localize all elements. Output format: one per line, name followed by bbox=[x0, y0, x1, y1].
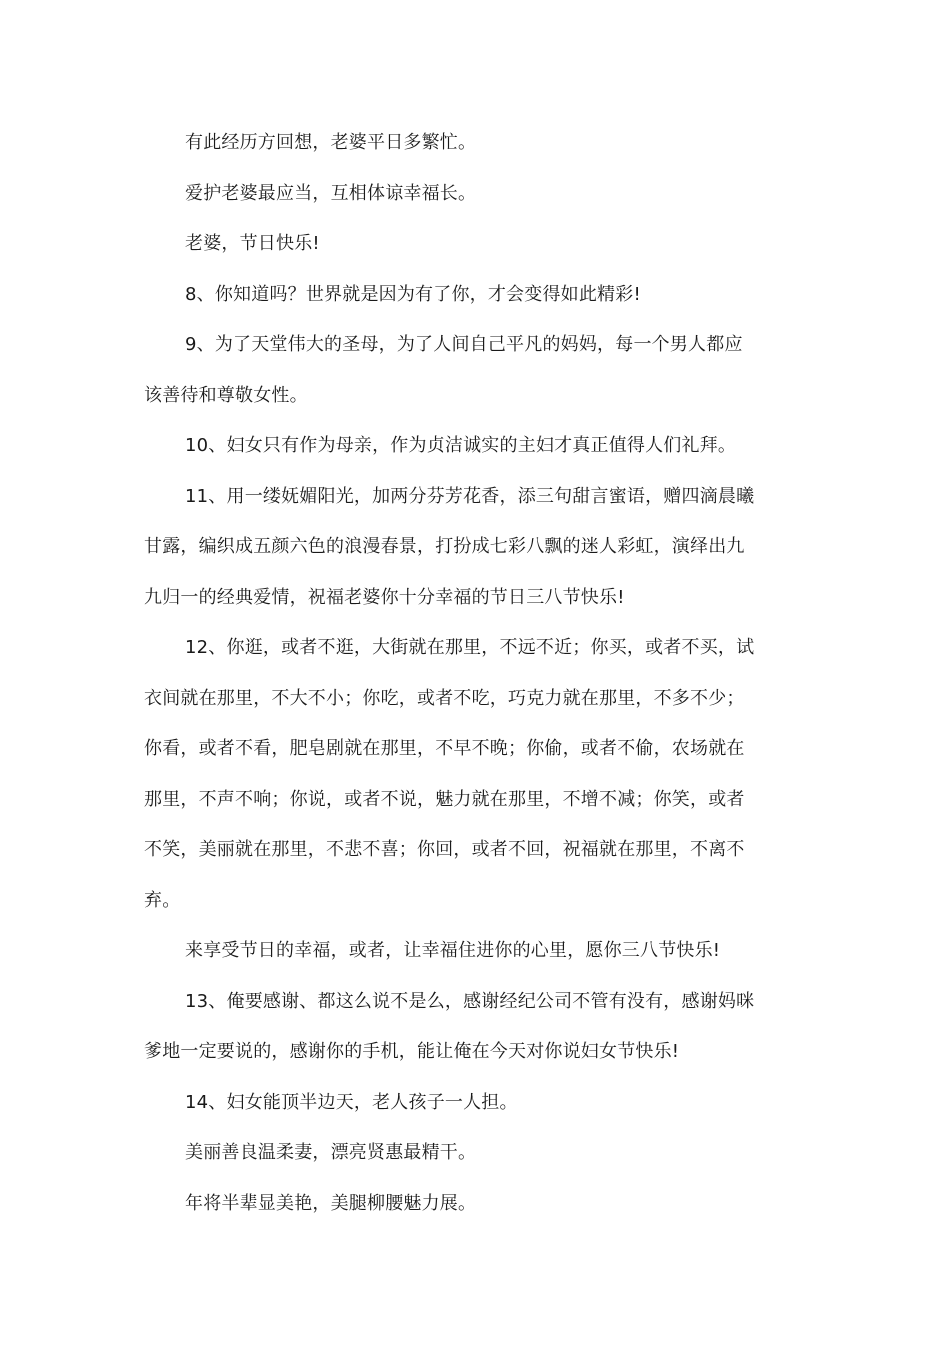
paragraph: 11、用一缕妩媚阳光，加两分芬芳花香，添三句甜言蜜语，赠四滴晨曦甘露，编织成五颜六色的浪漫春景，打扮成七彩八飘的迷人彩虹，演绎出九九归一的经典爱情，祝福老婆你十分幸福的节日三八节快乐! bbox=[144, 485, 755, 608]
paragraph: 年将半辈显美艳，美腿柳腰魅力展。 bbox=[185, 1192, 477, 1214]
paragraph: 14、妇女能顶半边天，老人孩子一人担。 bbox=[185, 1091, 518, 1113]
paragraph: 有此经历方回想，老婆平日多繁忙。 bbox=[185, 132, 477, 153]
paragraph: 老婆，节日快乐! bbox=[185, 233, 320, 254]
paragraph: 美丽善良温柔妻，漂亮贤惠最精干。 bbox=[185, 1142, 477, 1163]
paragraph: 10、妇女只有作为母亲，作为贞洁诚实的主妇才真正值得人们礼拜。 bbox=[185, 435, 737, 456]
paragraph: 8、你知道吗？世界就是因为有了你，才会变得如此精彩! bbox=[185, 283, 641, 305]
paragraph: 13、俺要感谢、都这么说不是么，感谢经纪公司不管有没有，感谢妈咪爹地一定要说的，感谢你的手机，能让俺在今天对你说妇女节快乐! bbox=[144, 990, 755, 1062]
paragraph: 9、为了天堂伟大的圣母，为了人间自己平凡的妈妈，每一个男人都应该善待和尊敬女性。 bbox=[144, 334, 743, 406]
paragraph: 12、你逛，或者不逛，大街就在那里，不远不近；你买，或者不买，试衣间就在那里，不大不小；你吃，或者不吃，巧克力就在那里，不多不少；你看，或者不看，肥皂剧就在那里，不早不晚；你偷，或者不偷，农场就在那里，不声不响；你说，或者不说，魅力就在那里，不增不减；你笑，或者不笑，美丽就在那里，不悲不喜；你回，或者不回，祝福就在那里，不离不弃。 bbox=[144, 637, 755, 911]
document-body bbox=[144, 118, 759, 1229]
paragraph: 来享受节日的幸福，或者，让幸福住进你的心里，愿你三八节快乐! bbox=[185, 940, 721, 961]
paragraph: 爱护老婆最应当，互相体谅幸福长。 bbox=[185, 182, 477, 204]
